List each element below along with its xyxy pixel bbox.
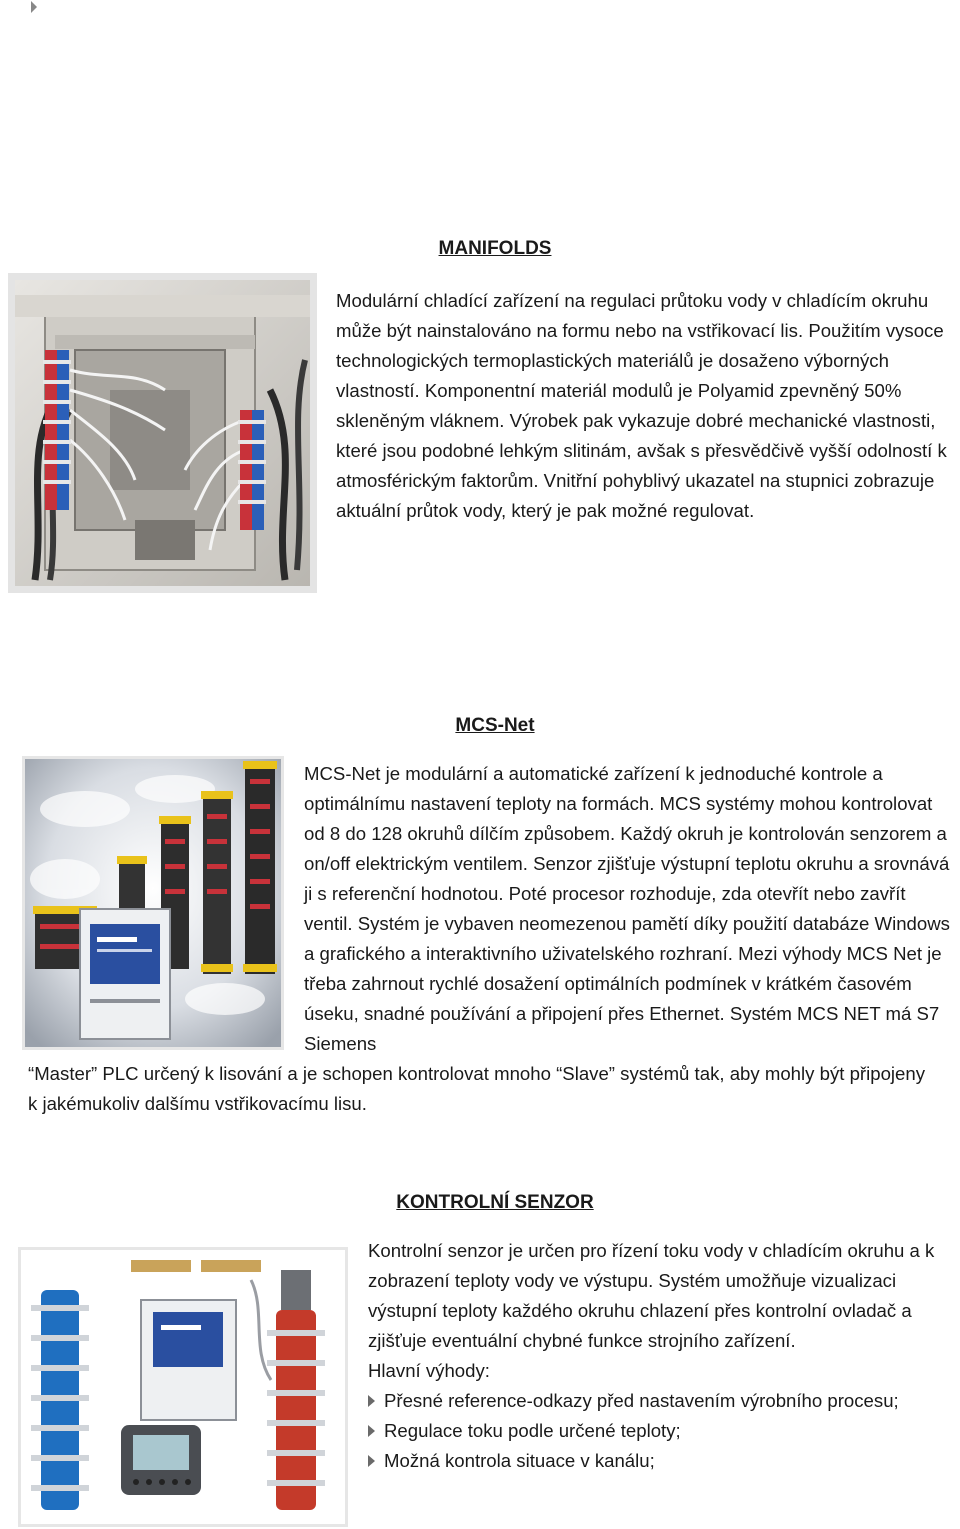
- mcs-net-paragraph: MCS-Net je modulární a automatické zařízení k jednoduché kontrole a optimálnímu nastavení teploty na formách. MCS systémy mohou kontrolovat od 8 do 128 okruhů dílčím způsobem. Každý okruh je kontrolován senzorem a on/off elektrickým ventilem. Senzor zjišťuje výstupní teplotu okruhu a srovnává ji s referenční hodnotou. Poté procesor rozhoduje, zda otevřít nebo zavřít ventil. Systém je vybaven neomezenou pamětí díky použití databáze Windows a grafického a interaktivního uživatelského rozhraní. Mezi výhody MCS Net je třeba zahrnout rychlé dosažení optimálních podmínek v krátkém časovém úseku, snadné používání a připojení přes Ethernet. Systém MCS NET má S7 Siemens: [304, 763, 950, 1054]
- mcs-net-photo: [22, 756, 284, 1050]
- kontrolni-senzor-paragraph: Kontrolní senzor je určen pro řízení toku vody v chladícím okruhu a k zobrazení teploty vody ve výstupu. Systém umožňuje vizualizaci výstupní teploty každého okruhu chlazení přes kontrolní ovladač a zjišťuje eventuální chybné funkce strojního zařízení.: [368, 1240, 935, 1351]
- arrow-bullet-icon: [368, 1455, 375, 1467]
- advantage-text: Regulace toku podle určené teploty;: [384, 1420, 681, 1441]
- mcs-net-heading: MCS-Net: [455, 715, 535, 736]
- kontrolni-senzor-heading: KONTROLNÍ SENZOR: [396, 1192, 594, 1213]
- top-marker-icon: [30, 0, 38, 18]
- kontrolni-senzor-photo: [18, 1247, 348, 1527]
- advantage-text: Možná kontrola situace v kanálu;: [384, 1450, 655, 1471]
- mcs-net-full-text: [28, 1059, 928, 1119]
- manifolds-photo: [8, 273, 317, 593]
- advantages-label: Hlavní výhody:: [368, 1360, 490, 1381]
- manifolds-heading: MANIFOLDS: [438, 238, 552, 259]
- list-item: [368, 1386, 960, 1416]
- arrow-bullet-icon: [368, 1395, 375, 1407]
- list-item: [368, 1416, 960, 1446]
- advantage-text: Přesné reference-odkazy před nastavením výrobního procesu;: [384, 1390, 899, 1411]
- mcs-net-side-text: [304, 759, 954, 1059]
- advantages-list: [368, 1386, 960, 1476]
- mcs-net-paragraph-continued: “Master” PLC určený k lisování a je schopen kontrolovat mnoho “Slave” systémů tak, aby mohly být připojeny k jakémukoliv dalšímu vstřikovacímu lisu.: [28, 1063, 926, 1114]
- manifolds-paragraph: Modulární chladící zařízení na regulaci průtoku vody v chladícím okruhu může být nainstalováno na formu nebo na vstřikovací lis. Použitím vysoce technologických termoplastických materiálů je dosaženo výborných vlastností. Komponentní materiál modulů je Polyamid zpevněný 50% skleněným vláknem. Výrobek pak vykazuje dobré mechanické vlastnosti, které jsou podobné lehkým slitinám, avšak s přesvědčivě vyšší odolností k atmosférickým faktorům. Vnitřní pohyblivý ukazatel na stupnici zobrazuje aktuální průtok vody, který je pak možné regulovat.: [336, 290, 947, 521]
- manifolds-text: [336, 286, 960, 526]
- list-item: [368, 1446, 960, 1476]
- kontrolni-senzor-text: [368, 1236, 960, 1476]
- arrow-bullet-icon: [368, 1425, 375, 1437]
